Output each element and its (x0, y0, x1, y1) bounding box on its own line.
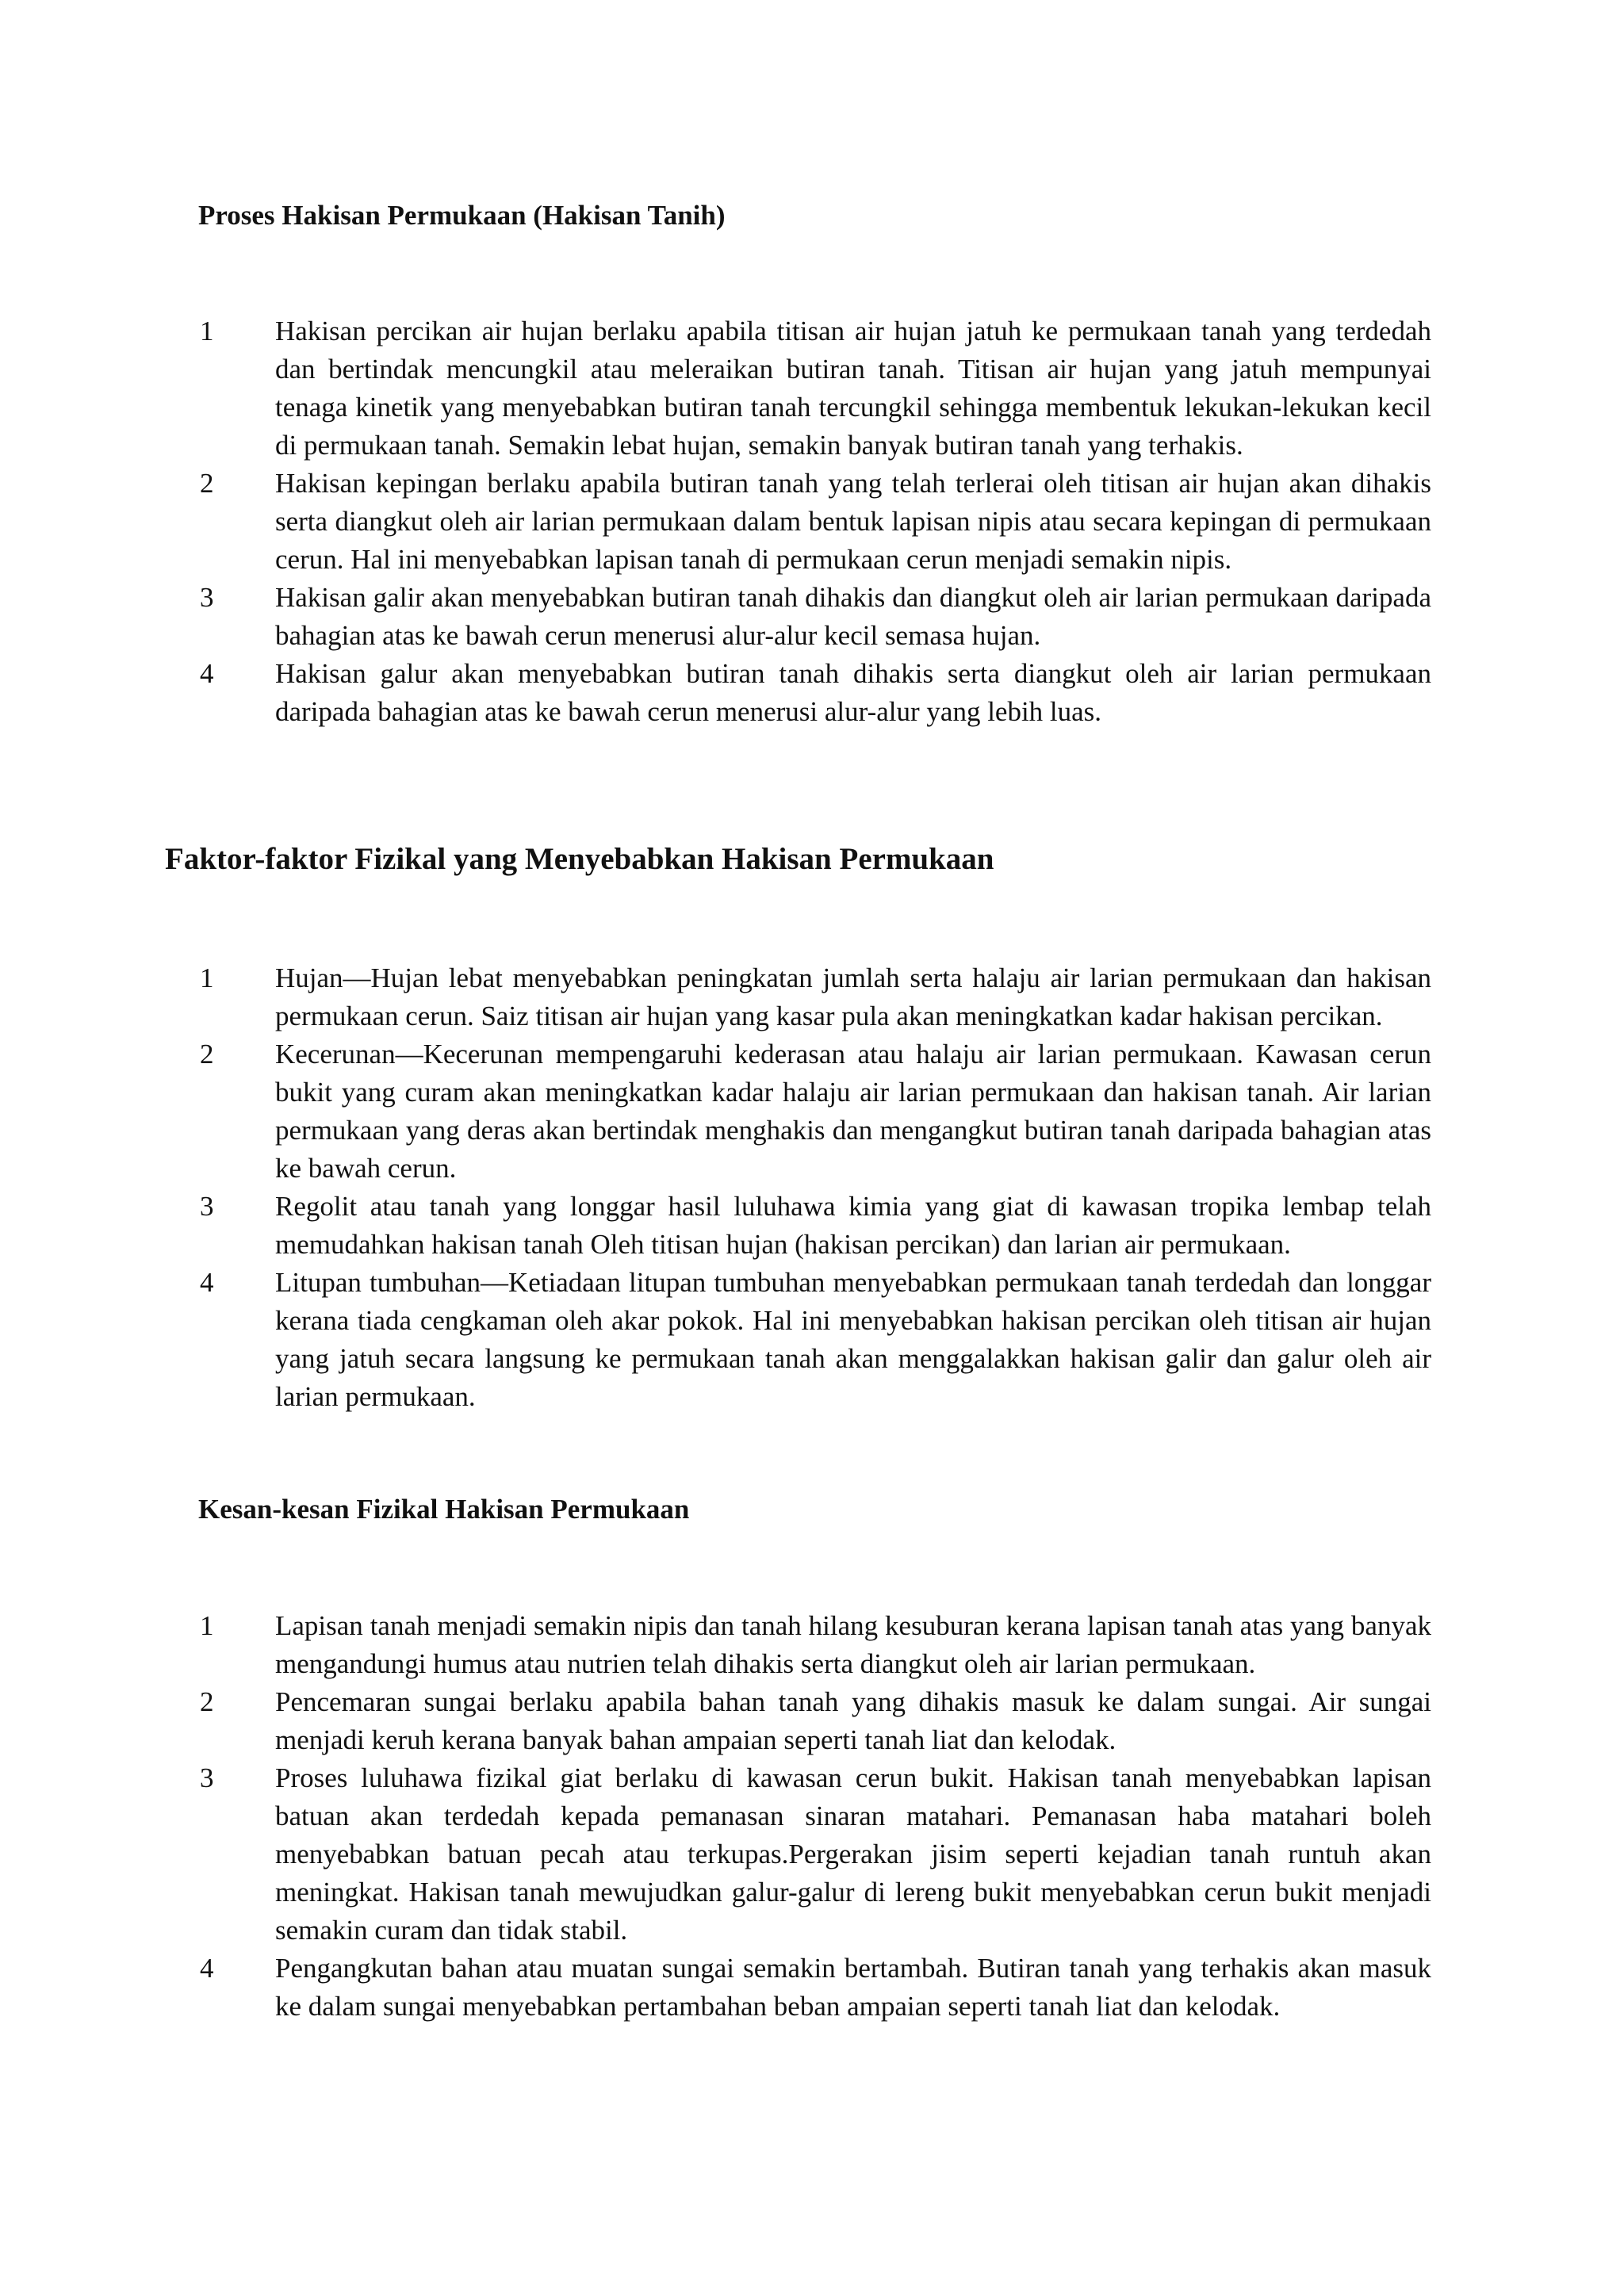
item-text: Hakisan galur akan menyebabkan butiran tanah dihakis serta diangkut oleh air larian permukaan daripada bahagian atas ke bawah cerun menerusi alur-alur yang lebih luas. (275, 658, 1431, 727)
list-item (200, 1607, 1431, 1683)
item-number: 2 (200, 1686, 214, 1717)
item-number: 3 (200, 1191, 214, 1222)
list-item (200, 465, 1431, 579)
item-text: Lapisan tanah menjadi semakin nipis dan tanah hilang kesuburan kerana lapisan tanah atas yang banyak mengandungi humus atau nutrien telah dihakis serta diangkut oleh air larian permukaan. (275, 1610, 1431, 1679)
item-text: Litupan tumbuhan—Ketiadaan litupan tumbuhan menyebabkan permukaan tanah terdedah dan longgar kerana tiada cengkaman oleh akar pokok. Hal ini menyebabkan hakisan percikan oleh titisan air hujan yang jatuh secara langsung ke permukaan tanah akan menggalakkan hakisan galir dan galur oleh air larian permukaan. (275, 1267, 1431, 1412)
item-number: 1 (200, 1610, 214, 1641)
numbered-list (0, 312, 1624, 731)
list-item (200, 579, 1431, 655)
item-text: Proses luluhawa fizikal giat berlaku di kawasan cerun bukit. Hakisan tanah menyebabkan lapisan batuan akan terdedah kepada pemanasan sinaran matahari. Pemanasan haba matahari boleh menyebabkan batuan pecah atau terkupas.Pergerakan jisim seperti kejadian tanah runtuh akan meningkat. Hakisan tanah mewujudkan galur-galur di lereng bukit menyebabkan cerun bukit menjadi semakin curam dan tidak stabil. (275, 1762, 1431, 1946)
list-item (200, 1264, 1431, 1416)
list-item (200, 1950, 1431, 2026)
item-text: Hakisan kepingan berlaku apabila butiran tanah yang telah terlerai oleh titisan air hujan akan dihakis serta diangkut oleh air larian permukaan dalam bentuk lapisan nipis atau secara kepingan di permukaan cerun. Hal ini menyebabkan lapisan tanah di permukaan cerun menjadi semakin nipis. (275, 468, 1431, 575)
item-number: 1 (200, 316, 214, 346)
item-number: 2 (200, 468, 214, 499)
numbered-list (0, 1607, 1624, 2026)
section-proses-hakisan (0, 197, 1624, 731)
item-text: Pencemaran sungai berlaku apabila bahan tanah yang dihakis masuk ke dalam sungai. Air sungai menjadi keruh kerana banyak bahan ampaian seperti tanah liat dan kelodak. (275, 1686, 1431, 1755)
list-item (200, 959, 1431, 1035)
item-number: 4 (200, 1953, 214, 1984)
item-text: Hujan—Hujan lebat menyebabkan peningkatan jumlah serta halaju air larian permukaan dan hakisan permukaan cerun. Saiz titisan air hujan yang kasar pula akan meningkatkan kadar hakisan percikan. (275, 962, 1431, 1031)
list-item (200, 1035, 1431, 1188)
section-heading: Proses Hakisan Permukaan (Hakisan Tanih) (198, 200, 726, 231)
item-text: Hakisan galir akan menyebabkan butiran tanah dihakis dan diangkut oleh air larian permukaan daripada bahagian atas ke bawah cerun menerusi alur-alur kecil semasa hujan. (275, 582, 1431, 651)
section-heading: Kesan-kesan Fizikal Hakisan Permukaan (198, 1494, 690, 1525)
item-text: Kecerunan—Kecerunan mempengaruhi kederasan atau halaju air larian permukaan. Kawasan cerun bukit yang curam akan meningkatkan kadar halaju air larian permukaan dan hakisan tanah. Air larian permukaan yang deras akan bertindak menghakis dan mengangkut butiran tanah daripada bahagian atas ke bawah cerun. (275, 1039, 1431, 1184)
numbered-list (0, 959, 1624, 1416)
item-text: Pengangkutan bahan atau muatan sungai semakin bertambah. Butiran tanah yang terhakis akan masuk ke dalam sungai menyebabkan pertambahan beban ampaian seperti tanah liat dan kelodak. (275, 1953, 1431, 2022)
list-item (200, 1188, 1431, 1264)
item-number: 4 (200, 658, 214, 689)
list-item (200, 1683, 1431, 1759)
item-text: Hakisan percikan air hujan berlaku apabila titisan air hujan jatuh ke permukaan tanah yang terdedah dan bertindak mencungkil atau meleraikan butiran tanah. Titisan air hujan yang jatuh mempunyai tenaga kinetik yang menyebabkan butiran tanah tercungkil sehingga membentuk lekukan-lekukan kecil di permukaan tanah. Semakin lebat hujan, semakin banyak butiran tanah yang terhakis. (275, 316, 1431, 461)
item-number: 4 (200, 1267, 214, 1298)
item-text: Regolit atau tanah yang longgar hasil luluhawa kimia yang giat di kawasan tropika lembap telah memudahkan hakisan tanah Oleh titisan hujan (hakisan percikan) dan larian air permukaan. (275, 1191, 1431, 1260)
item-number: 3 (200, 582, 214, 613)
section-kesan-fizikal (0, 1490, 1624, 2026)
list-item (200, 1759, 1431, 1950)
section-heading: Faktor-faktor Fizikal yang Menyebabkan Hakisan Permukaan (165, 842, 994, 876)
section-faktor-fizikal (0, 839, 1624, 1416)
item-number: 2 (200, 1039, 214, 1070)
item-number: 3 (200, 1762, 214, 1793)
item-number: 1 (200, 962, 214, 993)
list-item (200, 312, 1431, 465)
list-item (200, 655, 1431, 731)
